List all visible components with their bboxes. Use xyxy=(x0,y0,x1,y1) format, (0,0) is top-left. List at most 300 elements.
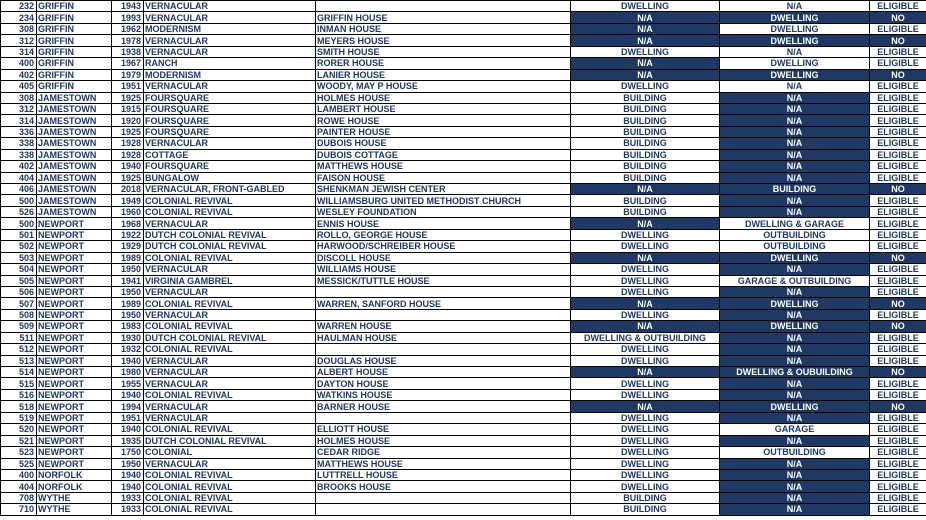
style-cell: VERNACULAR xyxy=(144,458,316,469)
street-number-cell: 312 xyxy=(1,103,37,114)
street-number-cell: 516 xyxy=(1,389,37,400)
secondary-resource-cell: N/A xyxy=(720,309,870,320)
street-name-cell: NEWPORT xyxy=(37,424,112,435)
table-row xyxy=(1,332,926,343)
year-built-cell: 1967 xyxy=(112,58,144,69)
street-name-cell: NEWPORT xyxy=(37,447,112,458)
street-number-cell: 501 xyxy=(1,229,37,240)
style-cell: VIRGINIA GAMBREL xyxy=(144,275,316,286)
street-number-cell: 523 xyxy=(1,447,37,458)
style-cell: VERNACULAR xyxy=(144,378,316,389)
secondary-resource-cell: OUTBUILDING xyxy=(720,241,870,252)
property-name-cell: RORER HOUSE xyxy=(316,58,571,69)
style-cell: VERNACULAR xyxy=(144,412,316,423)
year-built-cell: 1940 xyxy=(112,424,144,435)
street-number-cell: 500 xyxy=(1,195,37,206)
secondary-resource-cell: N/A xyxy=(720,138,870,149)
style-cell: COLONIAL REVIVAL xyxy=(144,298,316,309)
style-cell: FOURSQUARE xyxy=(144,126,316,137)
property-name-cell: DUBOIS HOUSE xyxy=(316,138,571,149)
street-number-cell: 400 xyxy=(1,58,37,69)
resource-type-cell: DWELLING xyxy=(571,435,720,446)
property-name-cell: WILLIAMS HOUSE xyxy=(316,264,571,275)
year-built-cell: 1951 xyxy=(112,412,144,423)
style-cell: COLONIAL REVIVAL xyxy=(144,252,316,263)
street-name-cell: GRIFFIN xyxy=(37,81,112,92)
property-name-cell: GRIFFIN HOUSE xyxy=(316,12,571,23)
year-built-cell: 1929 xyxy=(112,241,144,252)
eligibility-cell: NO xyxy=(870,401,926,412)
year-built-cell: 1922 xyxy=(112,229,144,240)
street-number-cell: 404 xyxy=(1,172,37,183)
street-name-cell: JAMESTOWN xyxy=(37,92,112,103)
resource-type-cell: N/A xyxy=(571,12,720,23)
resource-type-cell: N/A xyxy=(571,58,720,69)
year-built-cell: 1960 xyxy=(112,206,144,217)
eligibility-cell: ELIGIBLE xyxy=(870,81,926,92)
resource-type-cell: BUILDING xyxy=(571,492,720,503)
resource-type-cell: N/A xyxy=(571,321,720,332)
table-row xyxy=(1,103,926,114)
style-cell: VERNACULAR xyxy=(144,81,316,92)
table-row xyxy=(1,184,926,195)
table-row xyxy=(1,275,926,286)
style-cell: COLONIAL REVIVAL xyxy=(144,206,316,217)
style-cell: VERNACULAR xyxy=(144,12,316,23)
street-number-cell: 514 xyxy=(1,367,37,378)
street-name-cell: NEWPORT xyxy=(37,332,112,343)
table-row xyxy=(1,69,926,80)
year-built-cell: 1994 xyxy=(112,401,144,412)
eligibility-cell: NO xyxy=(870,252,926,263)
street-name-cell: JAMESTOWN xyxy=(37,115,112,126)
property-name-cell xyxy=(316,492,571,503)
secondary-resource-cell: DWELLING xyxy=(720,298,870,309)
table-row xyxy=(1,412,926,423)
property-name-cell: ROLLO, GEORGE HOUSE xyxy=(316,229,571,240)
street-number-cell: 508 xyxy=(1,309,37,320)
street-name-cell: WYTHE xyxy=(37,492,112,503)
street-number-cell: 506 xyxy=(1,286,37,297)
eligibility-cell: NO xyxy=(870,367,926,378)
style-cell: VERNACULAR xyxy=(144,264,316,275)
street-number-cell: 404 xyxy=(1,481,37,492)
eligibility-cell: ELIGIBLE xyxy=(870,218,926,229)
resource-type-cell: N/A xyxy=(571,252,720,263)
property-name-cell: HAULMAN HOUSE xyxy=(316,332,571,343)
street-name-cell: NEWPORT xyxy=(37,264,112,275)
street-number-cell: 526 xyxy=(1,206,37,217)
secondary-resource-cell: N/A xyxy=(720,458,870,469)
street-name-cell: NEWPORT xyxy=(37,412,112,423)
resource-type-cell: N/A xyxy=(571,23,720,34)
table-row xyxy=(1,229,926,240)
eligibility-cell: NO xyxy=(870,35,926,46)
street-number-cell: 308 xyxy=(1,92,37,103)
eligibility-cell: ELIGIBLE xyxy=(870,92,926,103)
street-name-cell: NEWPORT xyxy=(37,367,112,378)
street-number-cell: 505 xyxy=(1,275,37,286)
resource-type-cell: DWELLING xyxy=(571,458,720,469)
eligibility-cell: ELIGIBLE xyxy=(870,149,926,160)
style-cell: DUTCH COLONIAL REVIVAL xyxy=(144,332,316,343)
street-name-cell: NEWPORT xyxy=(37,309,112,320)
table-row xyxy=(1,458,926,469)
property-name-cell xyxy=(316,1,571,12)
year-built-cell: 1933 xyxy=(112,492,144,503)
property-name-cell: WOODY, MAY P HOUSE xyxy=(316,81,571,92)
style-cell: DUTCH COLONIAL REVIVAL xyxy=(144,229,316,240)
secondary-resource-cell: N/A xyxy=(720,149,870,160)
table-row xyxy=(1,469,926,480)
table-row xyxy=(1,378,926,389)
year-built-cell: 1928 xyxy=(112,149,144,160)
year-built-cell: 1993 xyxy=(112,12,144,23)
street-name-cell: NEWPORT xyxy=(37,344,112,355)
eligibility-cell: ELIGIBLE xyxy=(870,229,926,240)
resource-type-cell: DWELLING xyxy=(571,412,720,423)
property-name-cell: WATKINS HOUSE xyxy=(316,389,571,400)
street-name-cell: GRIFFIN xyxy=(37,1,112,12)
property-name-cell: PAINTER HOUSE xyxy=(316,126,571,137)
table-row xyxy=(1,81,926,92)
style-cell: VERNACULAR xyxy=(144,35,316,46)
style-cell: VERNACULAR, FRONT-GABLED xyxy=(144,184,316,195)
eligibility-cell: ELIGIBLE xyxy=(870,481,926,492)
year-built-cell: 1940 xyxy=(112,469,144,480)
secondary-resource-cell: N/A xyxy=(720,115,870,126)
eligibility-cell: ELIGIBLE xyxy=(870,264,926,275)
street-number-cell: 521 xyxy=(1,435,37,446)
resource-type-cell: DWELLING xyxy=(571,469,720,480)
eligibility-cell: ELIGIBLE xyxy=(870,275,926,286)
resource-type-cell: DWELLING xyxy=(571,264,720,275)
street-name-cell: JAMESTOWN xyxy=(37,149,112,160)
secondary-resource-cell: N/A xyxy=(720,103,870,114)
property-name-cell: DAYTON HOUSE xyxy=(316,378,571,389)
year-built-cell: 1932 xyxy=(112,344,144,355)
property-name-cell: BROOKS HOUSE xyxy=(316,481,571,492)
street-name-cell: NEWPORT xyxy=(37,229,112,240)
table-row xyxy=(1,35,926,46)
style-cell: VERNACULAR xyxy=(144,401,316,412)
year-built-cell: 1920 xyxy=(112,115,144,126)
table-row xyxy=(1,206,926,217)
property-name-cell: MATTHEWS HOUSE xyxy=(316,161,571,172)
secondary-resource-cell: N/A xyxy=(720,469,870,480)
eligibility-cell: ELIGIBLE xyxy=(870,447,926,458)
street-name-cell: NEWPORT xyxy=(37,286,112,297)
resource-type-cell: DWELLING xyxy=(571,286,720,297)
style-cell: COLONIAL REVIVAL xyxy=(144,504,316,515)
secondary-resource-cell: N/A xyxy=(720,92,870,103)
year-built-cell: 1955 xyxy=(112,378,144,389)
secondary-resource-cell: N/A xyxy=(720,504,870,515)
eligibility-cell: ELIGIBLE xyxy=(870,23,926,34)
street-number-cell: 406 xyxy=(1,184,37,195)
resource-type-cell: N/A xyxy=(571,184,720,195)
table-row xyxy=(1,58,926,69)
resource-type-cell: DWELLING xyxy=(571,389,720,400)
street-number-cell: 518 xyxy=(1,401,37,412)
eligibility-cell: ELIGIBLE xyxy=(870,389,926,400)
style-cell: FOURSQUARE xyxy=(144,92,316,103)
secondary-resource-cell: DWELLING xyxy=(720,58,870,69)
secondary-resource-cell: N/A xyxy=(720,344,870,355)
street-name-cell: NEWPORT xyxy=(37,401,112,412)
style-cell: COLONIAL REVIVAL xyxy=(144,424,316,435)
street-name-cell: JAMESTOWN xyxy=(37,126,112,137)
street-number-cell: 234 xyxy=(1,12,37,23)
property-name-cell: WARREN HOUSE xyxy=(316,321,571,332)
table-row xyxy=(1,12,926,23)
style-cell: VERNACULAR xyxy=(144,138,316,149)
resource-type-cell: DWELLING xyxy=(571,309,720,320)
year-built-cell: 1940 xyxy=(112,355,144,366)
year-built-cell: 1951 xyxy=(112,81,144,92)
property-name-cell: INMAN HOUSE xyxy=(316,23,571,34)
year-built-cell: 2018 xyxy=(112,184,144,195)
style-cell: COLONIAL REVIVAL xyxy=(144,389,316,400)
style-cell: VERNACULAR xyxy=(144,46,316,57)
year-built-cell: 1968 xyxy=(112,218,144,229)
year-built-cell: 1950 xyxy=(112,264,144,275)
property-name-cell: SHENKMAN JEWISH CENTER xyxy=(316,184,571,195)
eligibility-cell: ELIGIBLE xyxy=(870,103,926,114)
eligibility-cell: ELIGIBLE xyxy=(870,469,926,480)
resource-type-cell: BUILDING xyxy=(571,126,720,137)
year-built-cell: 1925 xyxy=(112,92,144,103)
secondary-resource-cell: N/A xyxy=(720,126,870,137)
style-cell: VERNACULAR xyxy=(144,286,316,297)
year-built-cell: 1935 xyxy=(112,435,144,446)
year-built-cell: 1980 xyxy=(112,367,144,378)
table-row xyxy=(1,218,926,229)
street-number-cell: 507 xyxy=(1,298,37,309)
resource-type-cell: N/A xyxy=(571,298,720,309)
style-cell: COLONIAL REVIVAL xyxy=(144,492,316,503)
year-built-cell: 1925 xyxy=(112,126,144,137)
eligibility-cell: ELIGIBLE xyxy=(870,412,926,423)
resource-type-cell: DWELLING xyxy=(571,447,720,458)
street-number-cell: 511 xyxy=(1,332,37,343)
year-built-cell: 1979 xyxy=(112,69,144,80)
table-row xyxy=(1,389,926,400)
eligibility-cell: ELIGIBLE xyxy=(870,355,926,366)
secondary-resource-cell: N/A xyxy=(720,264,870,275)
street-number-cell: 513 xyxy=(1,355,37,366)
eligibility-cell: NO xyxy=(870,298,926,309)
property-name-cell: WARREN, SANFORD HOUSE xyxy=(316,298,571,309)
style-cell: COLONIAL REVIVAL xyxy=(144,481,316,492)
table-row xyxy=(1,492,926,503)
secondary-resource-cell: N/A xyxy=(720,195,870,206)
year-built-cell: 1950 xyxy=(112,458,144,469)
style-cell: MODERNISM xyxy=(144,23,316,34)
property-name-cell: MATTHEWS HOUSE xyxy=(316,458,571,469)
street-name-cell: GRIFFIN xyxy=(37,23,112,34)
street-number-cell: 312 xyxy=(1,35,37,46)
eligibility-cell: ELIGIBLE xyxy=(870,138,926,149)
table-row xyxy=(1,115,926,126)
table-row xyxy=(1,355,926,366)
street-number-cell: 232 xyxy=(1,1,37,12)
table-row xyxy=(1,252,926,263)
year-built-cell: 1940 xyxy=(112,389,144,400)
table-row xyxy=(1,321,926,332)
street-number-cell: 519 xyxy=(1,412,37,423)
street-name-cell: NEWPORT xyxy=(37,355,112,366)
resource-type-cell: N/A xyxy=(571,367,720,378)
street-number-cell: 400 xyxy=(1,469,37,480)
street-number-cell: 500 xyxy=(1,218,37,229)
eligibility-cell: ELIGIBLE xyxy=(870,1,926,12)
year-built-cell: 1949 xyxy=(112,195,144,206)
secondary-resource-cell: DWELLING xyxy=(720,69,870,80)
eligibility-cell: ELIGIBLE xyxy=(870,332,926,343)
secondary-resource-cell: DWELLING & OUBUILDING xyxy=(720,367,870,378)
table-row xyxy=(1,481,926,492)
resource-type-cell: BUILDING xyxy=(571,115,720,126)
secondary-resource-cell: N/A xyxy=(720,481,870,492)
resource-type-cell: BUILDING xyxy=(571,149,720,160)
street-number-cell: 308 xyxy=(1,23,37,34)
secondary-resource-cell: DWELLING xyxy=(720,35,870,46)
property-name-cell: LUTTRELL HOUSE xyxy=(316,469,571,480)
street-number-cell: 314 xyxy=(1,46,37,57)
street-name-cell: GRIFFIN xyxy=(37,12,112,23)
street-name-cell: NORFOLK xyxy=(37,481,112,492)
street-name-cell: NEWPORT xyxy=(37,378,112,389)
property-name-cell: FAISON HOUSE xyxy=(316,172,571,183)
style-cell: COLONIAL REVIVAL xyxy=(144,195,316,206)
secondary-resource-cell: OUTBUILDING xyxy=(720,447,870,458)
style-cell: COLONIAL REVIVAL xyxy=(144,344,316,355)
street-name-cell: JAMESTOWN xyxy=(37,184,112,195)
table-row xyxy=(1,435,926,446)
style-cell: COTTAGE xyxy=(144,149,316,160)
style-cell: FOURSQUARE xyxy=(144,103,316,114)
secondary-resource-cell: N/A xyxy=(720,412,870,423)
resource-type-cell: DWELLING xyxy=(571,1,720,12)
secondary-resource-cell: N/A xyxy=(720,1,870,12)
table-row xyxy=(1,241,926,252)
style-cell: VERNACULAR xyxy=(144,355,316,366)
resource-type-cell: DWELLING xyxy=(571,275,720,286)
street-name-cell: NEWPORT xyxy=(37,321,112,332)
property-name-cell: HOLMES HOUSE xyxy=(316,435,571,446)
street-number-cell: 525 xyxy=(1,458,37,469)
property-name-cell: DISCOLL HOUSE xyxy=(316,252,571,263)
street-number-cell: 338 xyxy=(1,149,37,160)
property-name-cell: MESSICK/TUTTLE HOUSE xyxy=(316,275,571,286)
property-name-cell: ENNIS HOUSE xyxy=(316,218,571,229)
table-row xyxy=(1,23,926,34)
street-name-cell: NEWPORT xyxy=(37,389,112,400)
eligibility-cell: ELIGIBLE xyxy=(870,115,926,126)
style-cell: VERNACULAR xyxy=(144,218,316,229)
year-built-cell: 1989 xyxy=(112,298,144,309)
street-number-cell: 405 xyxy=(1,81,37,92)
table-row xyxy=(1,298,926,309)
year-built-cell: 1989 xyxy=(112,252,144,263)
property-name-cell: LANIER HOUSE xyxy=(316,69,571,80)
eligibility-cell: ELIGIBLE xyxy=(870,458,926,469)
property-name-cell: ROWE HOUSE xyxy=(316,115,571,126)
eligibility-cell: ELIGIBLE xyxy=(870,309,926,320)
street-number-cell: 402 xyxy=(1,69,37,80)
street-name-cell: NEWPORT xyxy=(37,435,112,446)
street-name-cell: JAMESTOWN xyxy=(37,195,112,206)
table-row xyxy=(1,149,926,160)
street-number-cell: 710 xyxy=(1,504,37,515)
resource-type-cell: DWELLING xyxy=(571,378,720,389)
resource-type-cell: DWELLING xyxy=(571,46,720,57)
eligibility-cell: ELIGIBLE xyxy=(870,241,926,252)
street-number-cell: 512 xyxy=(1,344,37,355)
property-name-cell xyxy=(316,286,571,297)
street-number-cell: 708 xyxy=(1,492,37,503)
year-built-cell: 1930 xyxy=(112,332,144,343)
year-built-cell: 1940 xyxy=(112,161,144,172)
street-number-cell: 502 xyxy=(1,241,37,252)
street-name-cell: JAMESTOWN xyxy=(37,172,112,183)
eligibility-cell: ELIGIBLE xyxy=(870,344,926,355)
year-built-cell: 1940 xyxy=(112,481,144,492)
property-name-cell: DUBOIS COTTAGE xyxy=(316,149,571,160)
street-number-cell: 504 xyxy=(1,264,37,275)
street-number-cell: 520 xyxy=(1,424,37,435)
street-number-cell: 402 xyxy=(1,161,37,172)
style-cell: DUTCH COLONIAL REVIVAL xyxy=(144,241,316,252)
secondary-resource-cell: N/A xyxy=(720,378,870,389)
property-name-cell: BARNER HOUSE xyxy=(316,401,571,412)
style-cell: VERNACULAR xyxy=(144,1,316,12)
resource-type-cell: DWELLING xyxy=(571,229,720,240)
secondary-resource-cell: N/A xyxy=(720,332,870,343)
table-row xyxy=(1,138,926,149)
table-row xyxy=(1,264,926,275)
style-cell: RANCH xyxy=(144,58,316,69)
eligibility-cell: NO xyxy=(870,321,926,332)
resource-type-cell: N/A xyxy=(571,401,720,412)
year-built-cell: 1950 xyxy=(112,286,144,297)
secondary-resource-cell: N/A xyxy=(720,355,870,366)
eligibility-cell: ELIGIBLE xyxy=(870,435,926,446)
eligibility-cell: ELIGIBLE xyxy=(870,378,926,389)
table-row xyxy=(1,504,926,515)
table-row xyxy=(1,344,926,355)
street-name-cell: NEWPORT xyxy=(37,458,112,469)
street-name-cell: NEWPORT xyxy=(37,275,112,286)
secondary-resource-cell: DWELLING xyxy=(720,23,870,34)
resource-type-cell: N/A xyxy=(571,35,720,46)
secondary-resource-cell: N/A xyxy=(720,81,870,92)
property-name-cell xyxy=(316,504,571,515)
secondary-resource-cell: BUILDING xyxy=(720,184,870,195)
eligibility-cell: NO xyxy=(870,12,926,23)
resource-type-cell: DWELLING xyxy=(571,424,720,435)
resource-type-cell: BUILDING xyxy=(571,161,720,172)
table-row xyxy=(1,367,926,378)
table-row xyxy=(1,172,926,183)
style-cell: DUTCH COLONIAL REVIVAL xyxy=(144,435,316,446)
eligibility-cell: ELIGIBLE xyxy=(870,58,926,69)
table-row xyxy=(1,401,926,412)
year-built-cell: 1962 xyxy=(112,23,144,34)
resource-type-cell: N/A xyxy=(571,218,720,229)
eligibility-cell: ELIGIBLE xyxy=(870,504,926,515)
